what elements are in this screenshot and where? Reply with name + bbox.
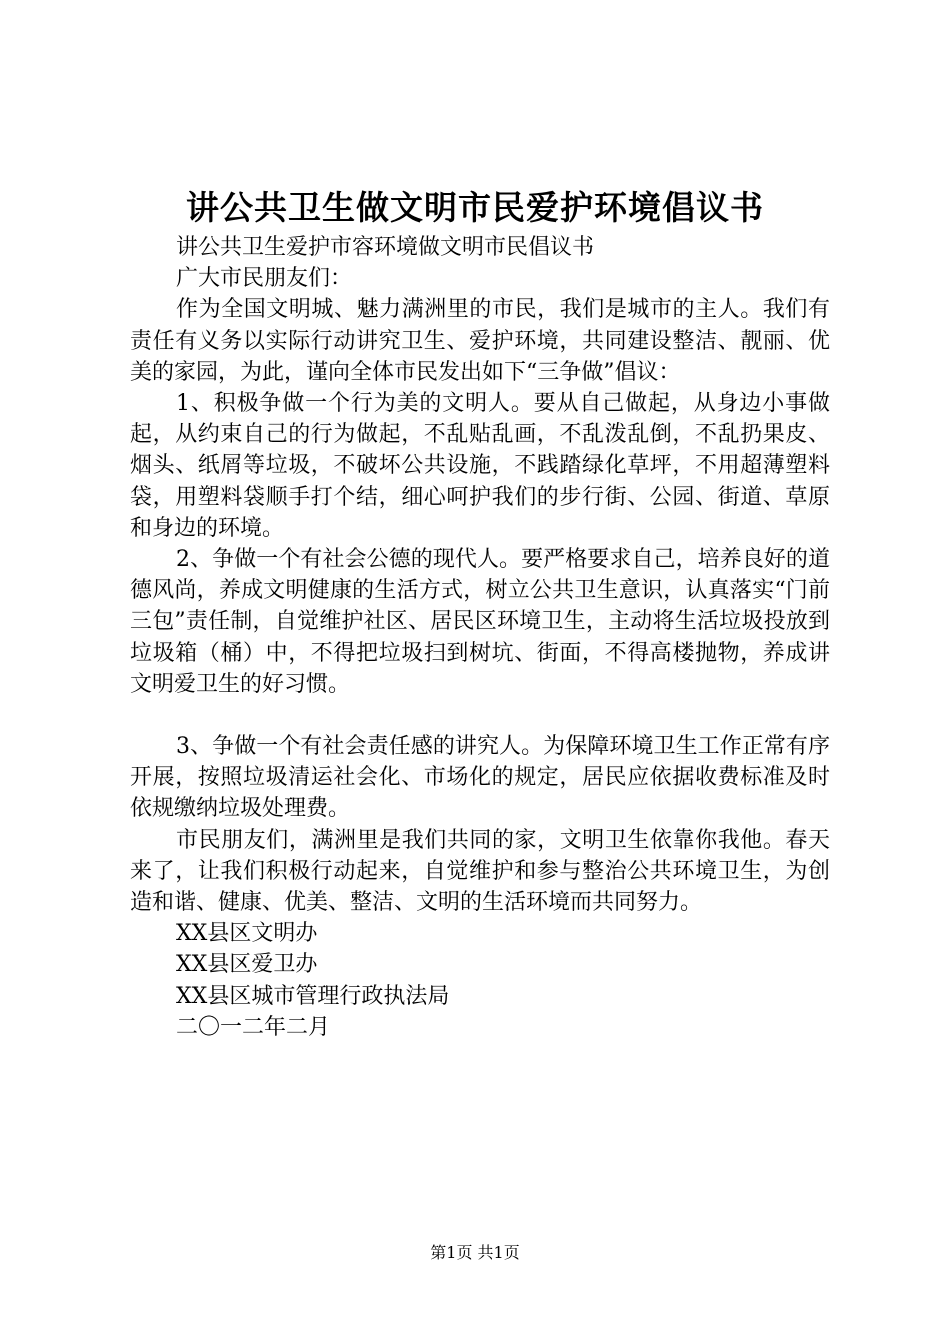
signature-line-1: XX县区文明办 (176, 921, 318, 947)
document-body (130, 232, 830, 1043)
proposal-item-2: 2、争做一个有社会公德的现代人。要严格要求自己，培养良好的道德风尚，养成文明健康的生活方式，树立公共卫生意识，认真落实“门前三包”责任制，自觉维护社区、居民区环境卫生，主动将生活垃圾投放到垃圾箱（桶）中，不得把垃圾扫到树坑、街面，不得高楼抛物，养成讲文明爱卫生的好习惯。 (130, 547, 830, 697)
signature-line-2: XX县区爱卫办 (176, 952, 318, 978)
document-title: 讲公共卫生做文明市民爱护环境倡议书 (186, 188, 764, 227)
signature-line-3: XX县区城市管理行政执法局 (176, 983, 450, 1009)
salutation: 广大市民朋友们： (176, 266, 353, 292)
blank-line (130, 700, 830, 731)
page-footer: 第1页 共1页 (430, 1243, 520, 1262)
date-line: 二〇一二年二月 (176, 1014, 331, 1040)
subtitle: 讲公共卫生爱护市容环境做文明市民倡议书 (176, 235, 595, 260)
proposal-item-1: 1、积极争做一个行为美的文明人。要从自己做起，从身边小事做起，从约束自己的行为做起，不乱贴乱画，不乱泼乱倒，不乱扔果皮、烟头、纸屑等垃圾，不破坏公共设施，不践踏绿化草坪，不用超薄塑料袋，用塑料袋顺手打个结，细心呵护我们的步行街、公园、街道、草原和身边的环境。 (130, 391, 830, 541)
proposal-item-3: 3、争做一个有社会责任感的讲究人。为保障环境卫生工作正常有序开展，按照垃圾清运社会化、市场化的规定，居民应依据收费标准及时依规缴纳垃圾处理费。 (130, 734, 830, 822)
closing-paragraph: 市民朋友们，满洲里是我们共同的家，文明卫生依靠你我他。春天来了，让我们积极行动起来，自觉维护和参与整治公共环境卫生，为创造和谐、健康、优美、整洁、文明的生活环境而共同努力。 (130, 827, 830, 916)
intro-paragraph: 作为全国文明城、魅力满洲里的市民，我们是城市的主人。我们有责任有义务以实际行动讲究卫生、爱护环境，共同建设整洁、靓丽、优美的家园，为此，谨向全体市民发出如下“三争做”倡议： (130, 297, 830, 385)
